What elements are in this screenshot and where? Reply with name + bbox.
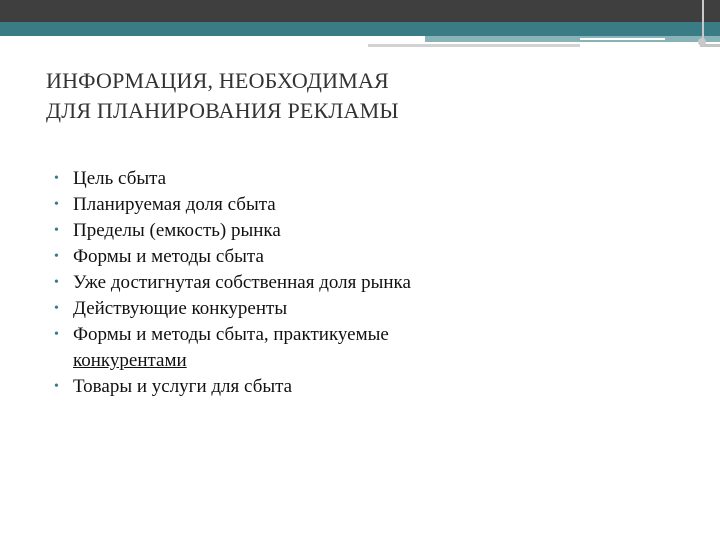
list-item-text: Товары и услуги для сбыта	[73, 376, 293, 397]
list-item	[54, 270, 654, 296]
list-item-text: Действующие конкуренты	[73, 298, 288, 319]
bullet-list	[54, 166, 654, 400]
list-item	[54, 218, 654, 244]
list-item	[54, 244, 654, 270]
header-dot-icon	[698, 38, 706, 46]
header-vertical-line	[702, 0, 704, 40]
bullet-icon: •	[54, 327, 59, 342]
header-gray-line	[368, 44, 580, 47]
list-item-text-line-2: конкурентами	[73, 350, 187, 371]
list-item-text: Пределы (емкость) рынка	[73, 220, 281, 241]
bullet-icon: •	[54, 379, 59, 394]
list-item-text: Планируемая доля сбыта	[73, 194, 276, 215]
bullet-icon: •	[54, 197, 59, 212]
bullet-icon: •	[54, 301, 59, 316]
list-item-text	[73, 322, 654, 374]
list-item	[54, 374, 654, 400]
bullet-icon: •	[54, 171, 59, 186]
header-band-teal-light	[425, 36, 720, 42]
slide-title-line-2: ДЛЯ ПЛАНИРОВАНИЯ РЕКЛАМЫ	[46, 98, 399, 123]
list-item-text-line-1: Формы и методы сбыта, практикуемые	[73, 324, 389, 345]
header-band-dark	[0, 0, 720, 22]
list-item	[54, 166, 654, 192]
bullet-icon: •	[54, 275, 59, 290]
bullet-icon: •	[54, 249, 59, 264]
list-item-text: Цель сбыта	[73, 168, 167, 189]
list-item-text: Уже достигнутая собственная доля рынка	[73, 272, 411, 293]
header-accent-line	[580, 38, 665, 40]
list-item	[54, 192, 654, 218]
list-item-text: Формы и методы сбыта	[73, 246, 264, 267]
header-band-teal	[0, 22, 720, 36]
slide-title	[46, 66, 666, 126]
bullet-icon: •	[54, 223, 59, 238]
slide-title-line-1: ИНФОРМАЦИЯ, НЕОБХОДИМАЯ	[46, 68, 389, 93]
list-item	[54, 296, 654, 322]
list-item	[54, 322, 654, 374]
